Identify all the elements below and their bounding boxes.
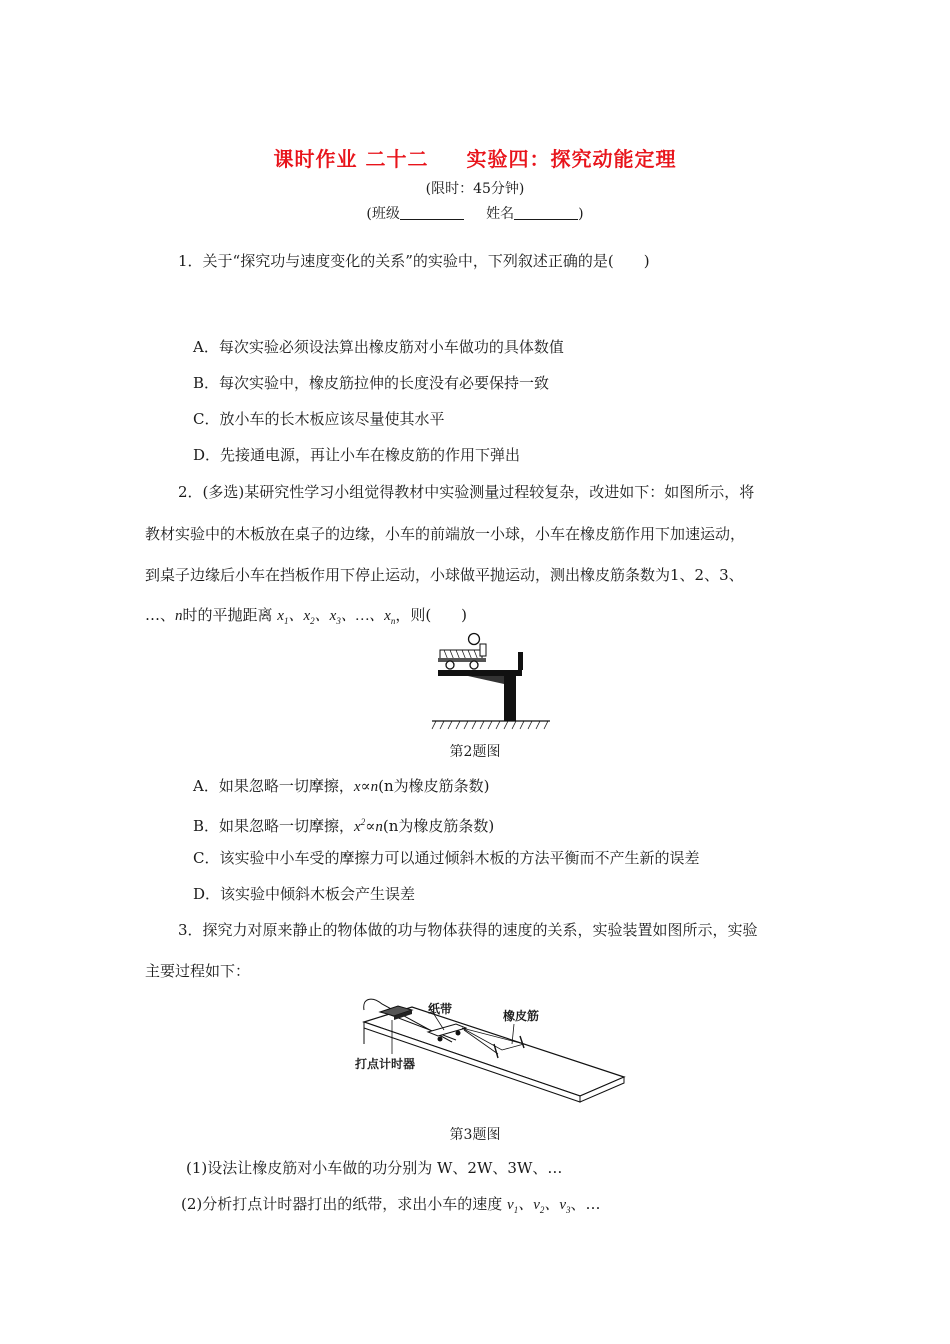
- q2-option-a: A．如果忽略一切摩擦，x∝n(n为橡皮筋条数): [193, 777, 490, 795]
- q2-line-4: …、n时的平抛距离 $x_1$、$x_2$、$x_3$、…、$x_n$，则( ): [145, 606, 468, 626]
- title-left: 课时作业 二十二: [273, 147, 429, 171]
- q3-step-1: (1)设法让橡皮筋对小车做的功分别为 W、2W、3W、…: [186, 1159, 563, 1177]
- q1-option-b: B．每次实验中，橡皮筋拉伸的长度没有必要保持一致: [193, 374, 550, 392]
- class-name-line: [0, 203, 950, 223]
- figure-2-table-cart: [428, 628, 554, 732]
- q2-line-1: 2．(多选)某研究性学习小组觉得教材中实验测量过程较复杂，改进如下：如图所示，将: [178, 483, 755, 501]
- figure-2-caption: 第2题图: [449, 744, 501, 760]
- q3-step-2: (2)分析打点计时器打出的纸带，求出小车的速度 $v_1$、$v_2$、$v_3$、…: [181, 1195, 601, 1215]
- page-title: [0, 143, 950, 172]
- close-paren: ): [578, 206, 584, 222]
- name-blank: [514, 205, 578, 220]
- name-label: 姓名: [486, 206, 515, 222]
- class-label: (班级: [366, 206, 400, 222]
- x-list: $x_1$、$x_2$、$x_3$、…、$x_n$: [277, 608, 396, 626]
- title-right: 实验四：探究动能定理: [466, 147, 677, 171]
- q3-line-1: 3．探究力对原来静止的物体做的功与物体获得的速度的关系，实验装置如图所示，实验: [178, 921, 758, 939]
- q3-line-2: 主要过程如下：: [145, 962, 251, 980]
- q2-line-2: 教材实验中的木板放在桌子的边缘，小车的前端放一小球，小车在橡皮筋作用下加速运动，: [145, 525, 746, 543]
- q2-option-d: D．该实验中倾斜木板会产生误差: [193, 885, 416, 903]
- label-rubber-band: 橡皮筋: [503, 1009, 540, 1023]
- q1-option-c: C．放小车的长木板应该尽量使其水平: [193, 410, 445, 428]
- figure-3-apparatus: [352, 992, 630, 1112]
- label-timer: 打点计时器: [355, 1057, 416, 1071]
- time-limit: (限时：45分钟): [425, 181, 525, 197]
- q2-line-3: 到桌子边缘后小车在挡板作用下停止运动，小球做平抛运动，测出橡皮筋条数为1、2、3、: [145, 566, 744, 584]
- q1-stem: 1．关于“探究功与速度变化的关系”的实验中，下列叙述正确的是( ): [178, 252, 650, 270]
- label-tape: 纸带: [428, 1002, 453, 1016]
- figure-3-caption: 第3题图: [449, 1127, 501, 1143]
- q1-option-a: A．每次实验必须设法算出橡皮筋对小车做功的具体数值: [193, 338, 564, 356]
- class-blank: [400, 205, 464, 220]
- q1-option-d: D．先接通电源，再让小车在橡皮筋的作用下弹出: [193, 446, 521, 464]
- q2-option-c: C．该实验中小车受的摩擦力可以通过倾斜木板的方法平衡而不产生新的误差: [193, 849, 700, 867]
- q2-option-b: B．如果忽略一切摩擦，$x^2\propto n(n$为橡皮筋条数): [193, 817, 495, 835]
- v-list: $v_1$、$v_2$、$v_3$: [507, 1197, 571, 1215]
